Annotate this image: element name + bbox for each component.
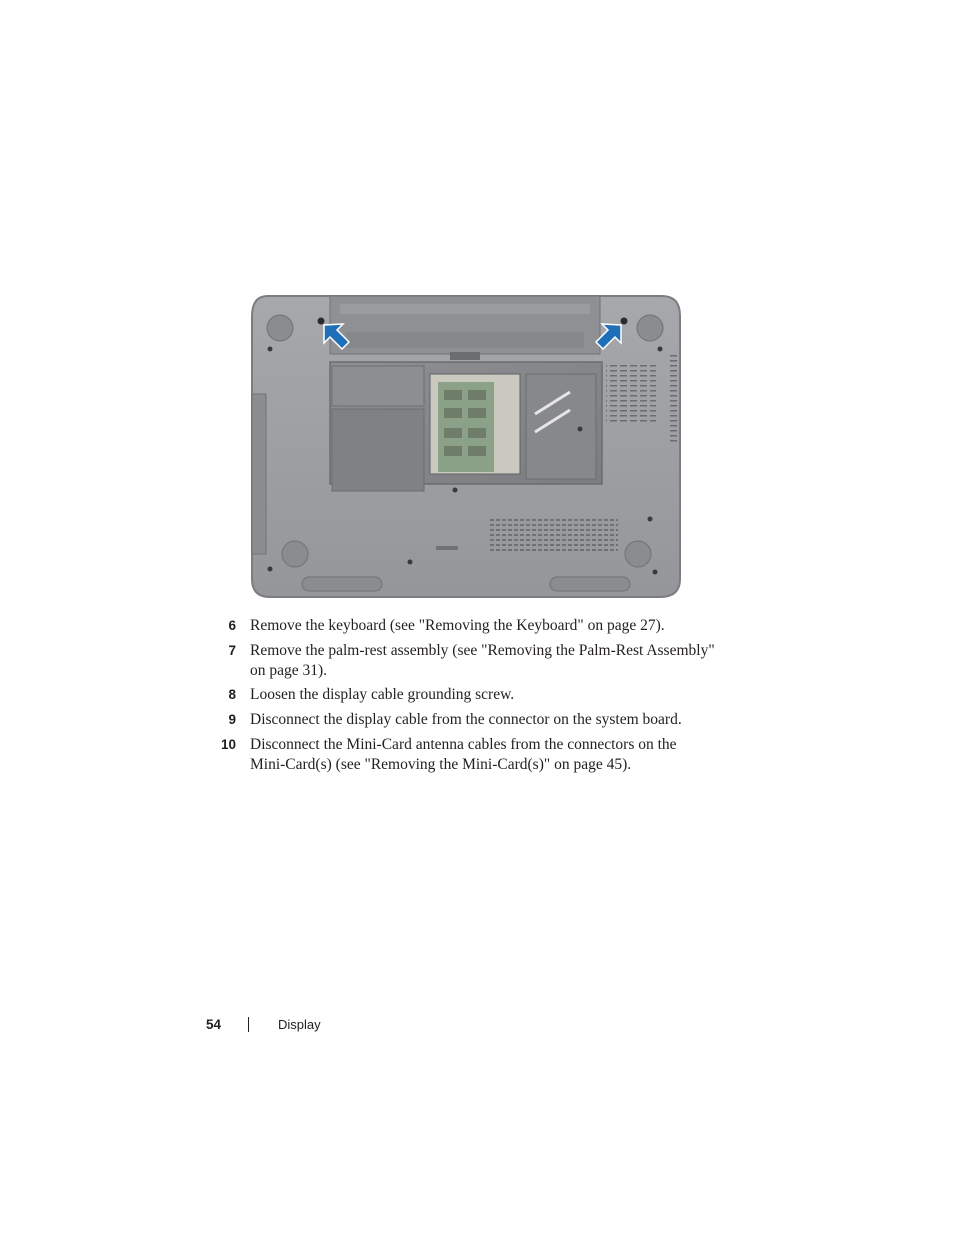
step-number: 9 — [228, 712, 236, 727]
step-text: Disconnect the display cable from the connector on the system board. — [250, 711, 682, 728]
step-number: 6 — [228, 618, 236, 633]
step-number: 7 — [228, 643, 236, 658]
footer-section-title: Display — [278, 1017, 321, 1032]
page-number: 54 — [206, 1017, 222, 1032]
page-footer — [0, 1015, 954, 1037]
step-number: 8 — [228, 687, 236, 702]
step-text: Loosen the display cable grounding screw. — [250, 686, 515, 703]
step-text: Remove the palm-rest assembly (see "Removing the Palm-Rest Assembly" on page 31). — [250, 642, 715, 679]
step-number: 10 — [220, 737, 236, 752]
step-text: Disconnect the Mini-Card antenna cables from the connectors on the Mini-Card(s) (see "Removing the Mini-Card(s)" on page 45). — [250, 736, 677, 773]
screw-icon — [621, 318, 628, 325]
screw-icon — [318, 318, 325, 325]
step-text: Remove the keyboard (see "Removing the Keyboard" on page 27). — [250, 617, 665, 634]
footer-divider — [248, 1017, 249, 1032]
access-panel — [330, 362, 602, 491]
laptop-base-figure — [250, 294, 682, 599]
